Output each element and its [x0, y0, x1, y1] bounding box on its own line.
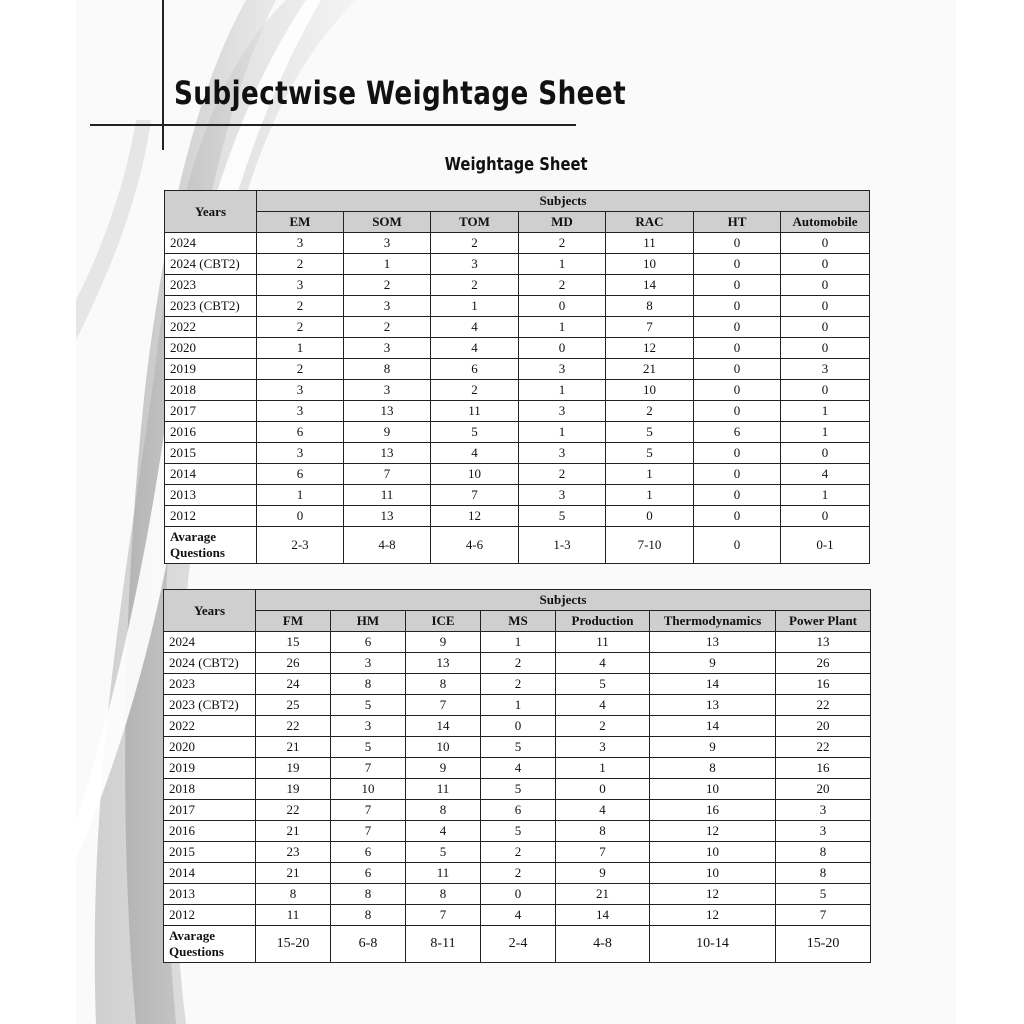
years-header: Years: [164, 590, 256, 632]
page-title: Subjectwise Weightage Sheet: [174, 74, 627, 112]
year-cell: 2024: [165, 233, 257, 254]
average-cell: 2-4: [481, 926, 556, 963]
value-cell: 20: [776, 779, 871, 800]
value-cell: 26: [776, 653, 871, 674]
value-cell: 12: [606, 338, 694, 359]
value-cell: 0: [556, 779, 650, 800]
value-cell: 13: [650, 695, 776, 716]
value-cell: 13: [776, 632, 871, 653]
value-cell: 0: [694, 359, 781, 380]
year-cell: 2022: [164, 716, 256, 737]
column-header-fm: FM: [256, 611, 331, 632]
value-cell: 0: [781, 380, 870, 401]
value-cell: 4: [431, 338, 519, 359]
year-cell: 2014: [164, 863, 256, 884]
table-row: [164, 758, 871, 779]
column-header-em: EM: [257, 212, 344, 233]
average-cell: 10-14: [650, 926, 776, 963]
value-cell: 3: [431, 254, 519, 275]
value-cell: 3: [257, 401, 344, 422]
value-cell: 11: [344, 485, 431, 506]
average-cell: 15-20: [776, 926, 871, 963]
value-cell: 0: [781, 338, 870, 359]
year-cell: 2023: [165, 275, 257, 296]
value-cell: 16: [776, 674, 871, 695]
table-row: [164, 779, 871, 800]
value-cell: 5: [606, 443, 694, 464]
value-cell: 1: [257, 338, 344, 359]
value-cell: 3: [344, 296, 431, 317]
value-cell: 0: [781, 317, 870, 338]
value-cell: 3: [776, 821, 871, 842]
value-cell: 0: [481, 884, 556, 905]
value-cell: 15: [256, 632, 331, 653]
year-cell: 2024 (CBT2): [165, 254, 257, 275]
value-cell: 10: [606, 254, 694, 275]
value-cell: 10: [650, 779, 776, 800]
value-cell: 0: [694, 338, 781, 359]
year-cell: 2016: [164, 821, 256, 842]
table-row: [165, 380, 870, 401]
year-cell: 2020: [164, 737, 256, 758]
value-cell: 7: [331, 800, 406, 821]
value-cell: 5: [481, 779, 556, 800]
value-cell: 9: [406, 632, 481, 653]
value-cell: 14: [556, 905, 650, 926]
year-cell: 2018: [165, 380, 257, 401]
value-cell: 14: [406, 716, 481, 737]
value-cell: 13: [344, 506, 431, 527]
value-cell: 8: [406, 884, 481, 905]
average-cell: 15-20: [256, 926, 331, 963]
value-cell: 6: [694, 422, 781, 443]
average-cell: 4-6: [431, 527, 519, 564]
value-cell: 23: [256, 842, 331, 863]
value-cell: 7: [406, 695, 481, 716]
value-cell: 10: [650, 863, 776, 884]
value-cell: 2: [431, 275, 519, 296]
value-cell: 2: [481, 863, 556, 884]
value-cell: 7: [556, 842, 650, 863]
value-cell: 12: [650, 884, 776, 905]
value-cell: 2: [556, 716, 650, 737]
value-cell: 5: [556, 674, 650, 695]
value-cell: 6: [257, 464, 344, 485]
value-cell: 0: [781, 506, 870, 527]
value-cell: 1: [556, 758, 650, 779]
column-header-tom: TOM: [431, 212, 519, 233]
value-cell: 21: [256, 821, 331, 842]
value-cell: 22: [776, 695, 871, 716]
year-cell: 2019: [164, 758, 256, 779]
value-cell: 4: [781, 464, 870, 485]
value-cell: 5: [431, 422, 519, 443]
value-cell: 13: [344, 401, 431, 422]
value-cell: 8: [406, 800, 481, 821]
year-cell: 2014: [165, 464, 257, 485]
value-cell: 1: [431, 296, 519, 317]
value-cell: 16: [776, 758, 871, 779]
average-cell: 4-8: [344, 527, 431, 564]
year-cell: 2018: [164, 779, 256, 800]
value-cell: 8: [556, 821, 650, 842]
year-cell: 2013: [164, 884, 256, 905]
value-cell: 0: [694, 443, 781, 464]
value-cell: 1: [519, 380, 606, 401]
table-row: [165, 275, 870, 296]
value-cell: 12: [650, 905, 776, 926]
table-row: [164, 800, 871, 821]
value-cell: 21: [556, 884, 650, 905]
value-cell: 0: [694, 506, 781, 527]
table-row: [164, 884, 871, 905]
value-cell: 3: [781, 359, 870, 380]
value-cell: 5: [776, 884, 871, 905]
value-cell: 0: [781, 296, 870, 317]
value-cell: 3: [257, 233, 344, 254]
table-row: [165, 338, 870, 359]
value-cell: 0: [519, 296, 606, 317]
value-cell: 7: [606, 317, 694, 338]
value-cell: 1: [519, 317, 606, 338]
value-cell: 8: [331, 884, 406, 905]
decorative-horizontal-rule: [90, 124, 576, 126]
table-row: [165, 464, 870, 485]
value-cell: 2: [519, 233, 606, 254]
value-cell: 0: [606, 506, 694, 527]
value-cell: 3: [519, 401, 606, 422]
year-cell: 2012: [165, 506, 257, 527]
year-cell: 2023 (CBT2): [165, 296, 257, 317]
value-cell: 14: [650, 716, 776, 737]
value-cell: 9: [650, 653, 776, 674]
value-cell: 2: [519, 275, 606, 296]
average-label: Avarage Questions: [165, 527, 257, 564]
column-header-ms: MS: [481, 611, 556, 632]
average-row: [164, 926, 871, 963]
value-cell: 7: [331, 821, 406, 842]
table-row: [165, 317, 870, 338]
subject-columns-row: [164, 611, 871, 632]
decorative-vertical-rule: [162, 0, 164, 150]
table-row: [164, 821, 871, 842]
value-cell: 0: [481, 716, 556, 737]
table-row: [164, 842, 871, 863]
average-row: [165, 527, 870, 564]
value-cell: 0: [781, 254, 870, 275]
value-cell: 1: [344, 254, 431, 275]
subject-columns-row: [165, 212, 870, 233]
value-cell: 26: [256, 653, 331, 674]
value-cell: 5: [481, 737, 556, 758]
value-cell: 11: [606, 233, 694, 254]
table-row: [164, 863, 871, 884]
value-cell: 3: [344, 233, 431, 254]
value-cell: 2: [481, 653, 556, 674]
average-cell: 0: [694, 527, 781, 564]
value-cell: 4: [481, 758, 556, 779]
value-cell: 25: [256, 695, 331, 716]
year-cell: 2016: [165, 422, 257, 443]
value-cell: 8: [606, 296, 694, 317]
value-cell: 4: [556, 695, 650, 716]
value-cell: 11: [556, 632, 650, 653]
table-row: [165, 401, 870, 422]
value-cell: 14: [650, 674, 776, 695]
weightage-table-2: [163, 589, 871, 963]
value-cell: 1: [257, 485, 344, 506]
year-cell: 2017: [164, 800, 256, 821]
value-cell: 8: [331, 674, 406, 695]
value-cell: 4: [431, 317, 519, 338]
value-cell: 2: [344, 275, 431, 296]
value-cell: 11: [256, 905, 331, 926]
column-header-production: Production: [556, 611, 650, 632]
value-cell: 0: [694, 296, 781, 317]
value-cell: 2: [431, 380, 519, 401]
year-cell: 2024 (CBT2): [164, 653, 256, 674]
value-cell: 13: [344, 443, 431, 464]
value-cell: 21: [606, 359, 694, 380]
value-cell: 3: [519, 485, 606, 506]
average-cell: 1-3: [519, 527, 606, 564]
value-cell: 2: [431, 233, 519, 254]
value-cell: 1: [519, 254, 606, 275]
table-row: [164, 674, 871, 695]
value-cell: 8: [776, 842, 871, 863]
value-cell: 5: [519, 506, 606, 527]
value-cell: 2: [257, 317, 344, 338]
year-cell: 2017: [165, 401, 257, 422]
value-cell: 0: [519, 338, 606, 359]
average-cell: 4-8: [556, 926, 650, 963]
value-cell: 0: [694, 401, 781, 422]
value-cell: 0: [694, 464, 781, 485]
average-cell: 6-8: [331, 926, 406, 963]
year-cell: 2022: [165, 317, 257, 338]
table-row: [165, 485, 870, 506]
table-row: [164, 716, 871, 737]
average-cell: 0-1: [781, 527, 870, 564]
value-cell: 9: [344, 422, 431, 443]
section-subtitle: [76, 154, 956, 175]
value-cell: 4: [431, 443, 519, 464]
value-cell: 0: [781, 233, 870, 254]
value-cell: 3: [519, 443, 606, 464]
value-cell: 1: [781, 422, 870, 443]
years-header: Years: [165, 191, 257, 233]
value-cell: 2: [481, 674, 556, 695]
column-header-hm: HM: [331, 611, 406, 632]
value-cell: 5: [481, 821, 556, 842]
value-cell: 3: [257, 275, 344, 296]
value-cell: 7: [776, 905, 871, 926]
table-row: [164, 905, 871, 926]
value-cell: 4: [481, 905, 556, 926]
value-cell: 3: [257, 443, 344, 464]
value-cell: 3: [556, 737, 650, 758]
average-cell: 2-3: [257, 527, 344, 564]
average-cell: 8-11: [406, 926, 481, 963]
value-cell: 22: [256, 716, 331, 737]
value-cell: 6: [331, 632, 406, 653]
weightage-table-1: [164, 190, 870, 564]
value-cell: 5: [406, 842, 481, 863]
value-cell: 3: [776, 800, 871, 821]
value-cell: 2: [257, 359, 344, 380]
value-cell: 5: [331, 737, 406, 758]
value-cell: 0: [694, 317, 781, 338]
value-cell: 13: [406, 653, 481, 674]
column-header-ht: HT: [694, 212, 781, 233]
column-header-thermodynamics: Thermodynamics: [650, 611, 776, 632]
table-row: [165, 422, 870, 443]
value-cell: 22: [776, 737, 871, 758]
value-cell: 10: [331, 779, 406, 800]
value-cell: 4: [556, 800, 650, 821]
value-cell: 7: [431, 485, 519, 506]
column-header-power-plant: Power Plant: [776, 611, 871, 632]
average-label: Avarage Questions: [164, 926, 256, 963]
value-cell: 14: [606, 275, 694, 296]
year-cell: 2019: [165, 359, 257, 380]
table-body: [165, 233, 870, 564]
value-cell: 5: [606, 422, 694, 443]
value-cell: 2: [257, 296, 344, 317]
value-cell: 6: [481, 800, 556, 821]
value-cell: 3: [344, 338, 431, 359]
table-row: [165, 296, 870, 317]
value-cell: 0: [257, 506, 344, 527]
value-cell: 19: [256, 758, 331, 779]
table-row: [164, 737, 871, 758]
value-cell: 0: [694, 275, 781, 296]
value-cell: 7: [344, 464, 431, 485]
section-subtitle-text: Weightage Sheet: [444, 154, 588, 175]
value-cell: 9: [650, 737, 776, 758]
value-cell: 8: [650, 758, 776, 779]
column-header-md: MD: [519, 212, 606, 233]
value-cell: 19: [256, 779, 331, 800]
table-row: [165, 233, 870, 254]
value-cell: 1: [519, 422, 606, 443]
value-cell: 21: [256, 863, 331, 884]
average-cell: 7-10: [606, 527, 694, 564]
value-cell: 3: [257, 380, 344, 401]
column-header-automobile: Automobile: [781, 212, 870, 233]
table-row: [164, 653, 871, 674]
value-cell: 1: [781, 401, 870, 422]
value-cell: 12: [650, 821, 776, 842]
value-cell: 10: [606, 380, 694, 401]
value-cell: 6: [331, 863, 406, 884]
value-cell: 0: [694, 380, 781, 401]
year-cell: 2015: [165, 443, 257, 464]
value-cell: 13: [650, 632, 776, 653]
table-body: [164, 632, 871, 963]
value-cell: 3: [331, 716, 406, 737]
value-cell: 24: [256, 674, 331, 695]
value-cell: 2: [257, 254, 344, 275]
value-cell: 6: [331, 842, 406, 863]
value-cell: 7: [406, 905, 481, 926]
subjects-header: Subjects: [256, 590, 871, 611]
value-cell: 6: [431, 359, 519, 380]
value-cell: 3: [519, 359, 606, 380]
table-row: [164, 695, 871, 716]
column-header-som: SOM: [344, 212, 431, 233]
value-cell: 0: [694, 233, 781, 254]
value-cell: 3: [331, 653, 406, 674]
value-cell: 11: [406, 863, 481, 884]
column-header-ice: ICE: [406, 611, 481, 632]
subjects-header: Subjects: [257, 191, 870, 212]
table-row: [164, 632, 871, 653]
year-cell: 2012: [164, 905, 256, 926]
value-cell: 1: [481, 695, 556, 716]
value-cell: 2: [481, 842, 556, 863]
value-cell: 10: [650, 842, 776, 863]
value-cell: 1: [781, 485, 870, 506]
table-row: [165, 506, 870, 527]
value-cell: 1: [481, 632, 556, 653]
value-cell: 10: [431, 464, 519, 485]
value-cell: 9: [556, 863, 650, 884]
value-cell: 8: [256, 884, 331, 905]
value-cell: 2: [344, 317, 431, 338]
value-cell: 11: [431, 401, 519, 422]
value-cell: 20: [776, 716, 871, 737]
value-cell: 12: [431, 506, 519, 527]
value-cell: 16: [650, 800, 776, 821]
column-header-rac: RAC: [606, 212, 694, 233]
value-cell: 22: [256, 800, 331, 821]
value-cell: 6: [257, 422, 344, 443]
year-cell: 2024: [164, 632, 256, 653]
value-cell: 21: [256, 737, 331, 758]
value-cell: 5: [331, 695, 406, 716]
value-cell: 11: [406, 779, 481, 800]
value-cell: 0: [781, 275, 870, 296]
year-cell: 2013: [165, 485, 257, 506]
value-cell: 8: [776, 863, 871, 884]
year-cell: 2020: [165, 338, 257, 359]
value-cell: 8: [406, 674, 481, 695]
value-cell: 0: [781, 443, 870, 464]
year-cell: 2023 (CBT2): [164, 695, 256, 716]
value-cell: 2: [606, 401, 694, 422]
value-cell: 1: [606, 485, 694, 506]
value-cell: 2: [519, 464, 606, 485]
year-cell: 2015: [164, 842, 256, 863]
value-cell: 4: [556, 653, 650, 674]
value-cell: 1: [606, 464, 694, 485]
value-cell: 0: [694, 254, 781, 275]
value-cell: 9: [406, 758, 481, 779]
value-cell: 10: [406, 737, 481, 758]
value-cell: 8: [344, 359, 431, 380]
value-cell: 4: [406, 821, 481, 842]
value-cell: 3: [344, 380, 431, 401]
table-row: [165, 359, 870, 380]
value-cell: 7: [331, 758, 406, 779]
value-cell: 8: [331, 905, 406, 926]
table-row: [165, 254, 870, 275]
year-cell: 2023: [164, 674, 256, 695]
table-row: [165, 443, 870, 464]
value-cell: 0: [694, 485, 781, 506]
